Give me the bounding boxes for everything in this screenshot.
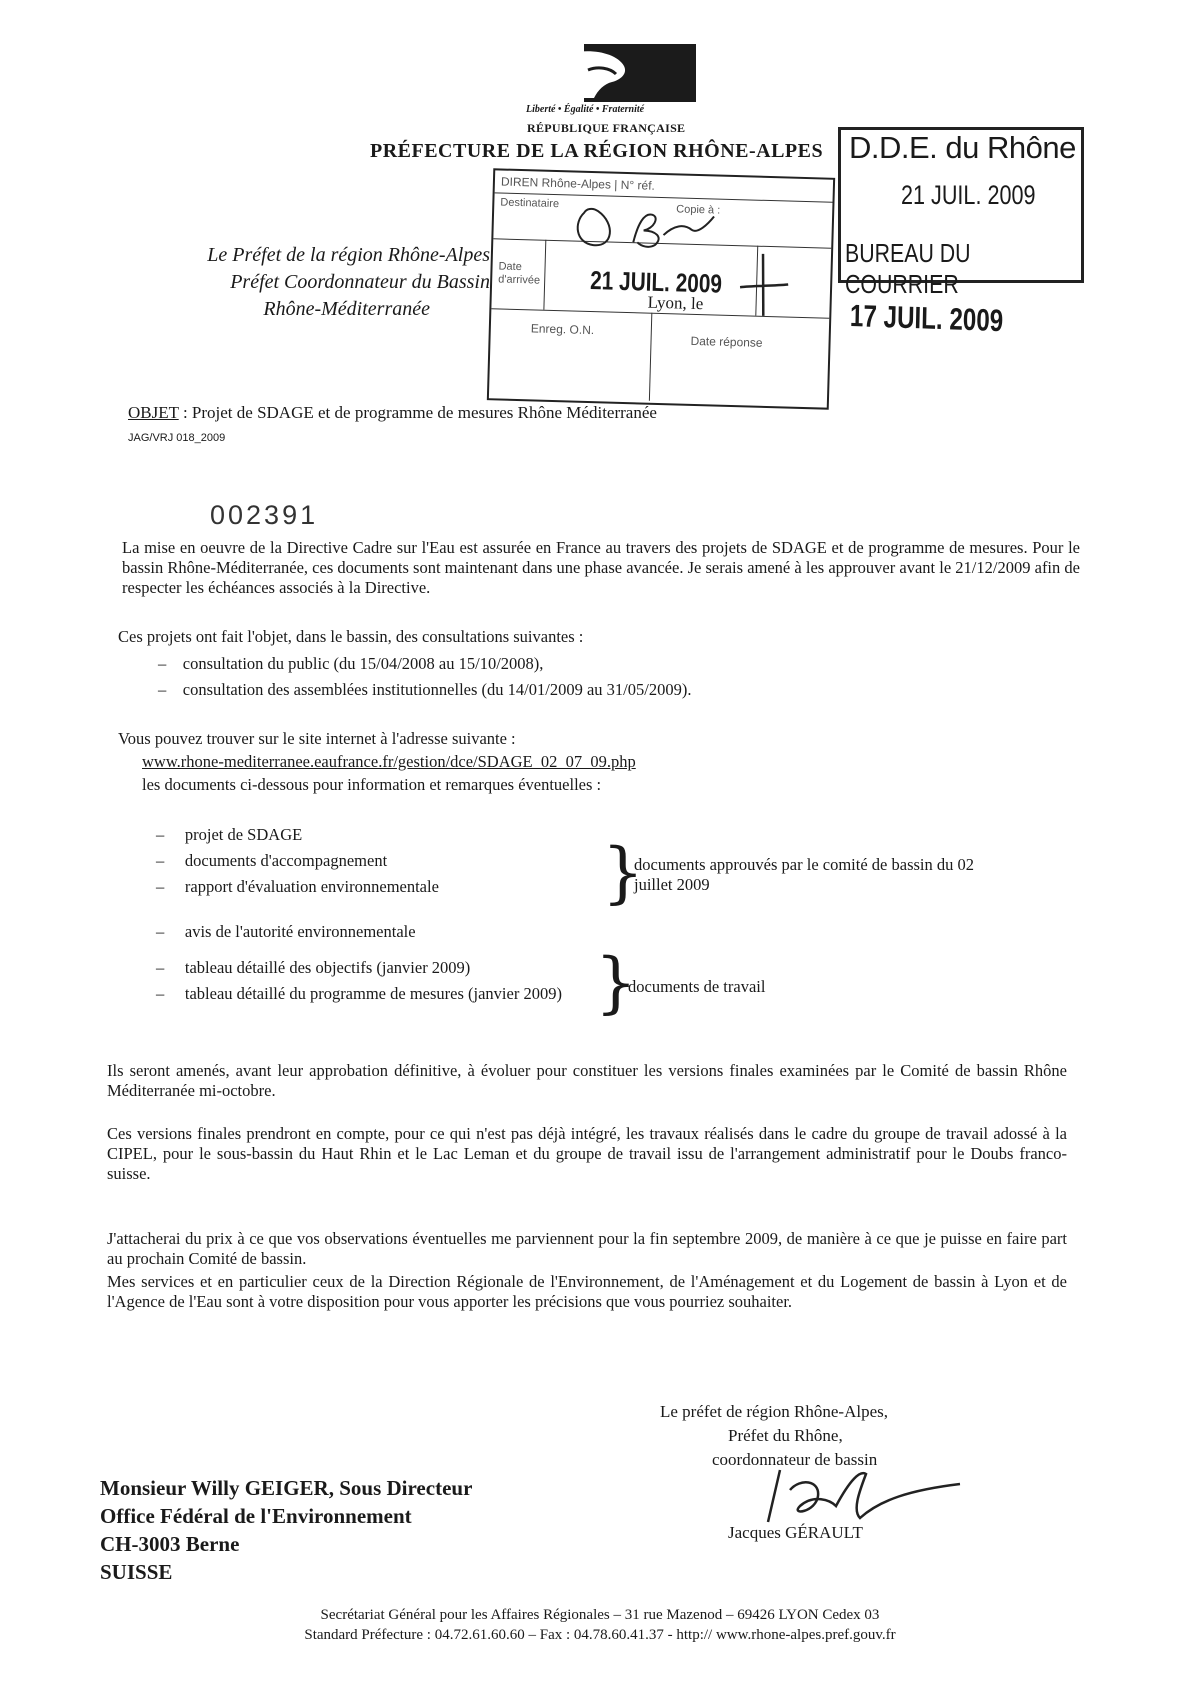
objet-reference: JAG/VRJ 018_2009 xyxy=(128,432,226,444)
diren-place: Lyon, le xyxy=(647,292,704,314)
republic-name: RÉPUBLIQUE FRANÇAISE xyxy=(527,121,686,135)
document-item-avis: – avis de l'autorité environnementale xyxy=(156,922,416,941)
paragraph-services: Mes services et en particulier ceux de la Direction Régionale de l'Environnement, de l'Aménagement et du Logement de bassin à Lyon et de l'Agence de l'Eau sont à votre disposition pour vous apporter les précisions que vous pourriez souhaiter. xyxy=(107,1272,1067,1311)
objet-text: : Projet de SDAGE et de programme de mesures Rhône Méditerranée xyxy=(178,403,657,422)
recipient-block xyxy=(100,1474,472,1586)
recipient-line-2: Office Fédéral de l'Environnement xyxy=(100,1504,412,1528)
bullet-dash: – xyxy=(158,654,167,673)
footer xyxy=(160,1605,1040,1645)
document-group-approved: documents approuvés par le comité de bassin du 02 juillet 2009 xyxy=(634,855,974,894)
recipient-line-1: Monsieur Willy GEIGER, Sous Directeur xyxy=(100,1476,473,1500)
footer-address: Secrétariat Général pour les Affaires Régionales – 31 rue Mazenod – 69426 LYON Cedex 03 xyxy=(320,1607,880,1623)
marianne-profile-icon xyxy=(528,44,696,102)
consultation-item-1: – consultation du public (du 15/04/2008 au 15/10/2008), xyxy=(158,654,544,673)
paragraph-evolution: Ils seront amenés, avant leur approbation définitive, à évoluer pour constituer les versions finales examinées par le Comité de bassin Rhône Méditerranée mi-octobre. xyxy=(107,1061,1067,1100)
paragraph-final-versions: Ces versions finales prendront en compte, pour ce qui n'est pas déjà intégré, les travaux réalisés dans le cadre du groupe de travail adossé à la CIPEL, pour le sous-bassin du Haut Rhin et le Lac Leman et du groupe de travail issu de l'arrangement administratif pour le Doubs franco-suisse. xyxy=(107,1124,1067,1183)
diren-reponse-label: Date réponse xyxy=(690,333,763,350)
footer-contact: Standard Préfecture : 04.72.61.60.60 – Fax : 04.78.60.41.37 - http:// www.rhone-alpes.pref.gouv.fr xyxy=(304,1627,896,1643)
diren-destinataire-label: Destinataire xyxy=(500,196,560,211)
consultation-item-2: – consultation des assemblées institutionnelles (du 14/01/2009 au 31/05/2009). xyxy=(158,680,692,699)
signature-line-1: Le préfet de région Rhône-Alpes, xyxy=(660,1402,888,1421)
bullet-dash: – xyxy=(158,680,167,699)
issuer-line-1: Le Préfet de la région Rhône-Alpes xyxy=(207,244,490,266)
document-item-rapport: – rapport d'évaluation environnementale xyxy=(156,877,439,896)
paragraph-intro: La mise en oeuvre de la Directive Cadre sur l'Eau est assurée en France au travers des projets de SDAGE et de programme de mesures. Pour le bassin Rhône-Méditerranée, ces documents sont maintenant dans une phase avancée. Je serais amené à les approuver avant le 21/12/2009 afin de respecter les échéances associés à la Directive. xyxy=(122,538,1080,597)
diren-date-stamp: 21 JUIL. 2009 xyxy=(589,265,723,299)
handwritten-mark xyxy=(731,249,793,321)
document-group-working: documents de travail xyxy=(628,977,766,996)
republic-motto: Liberté • Égalité • Fraternité xyxy=(526,104,645,115)
received-date-stamp: 17 JUIL. 2009 xyxy=(849,298,1004,339)
marianne-logo xyxy=(528,44,696,102)
issuer-line-2: Préfet Coordonnateur du Bassin xyxy=(230,271,490,293)
diren-enreg-label: Enreg. O.N. xyxy=(530,321,595,338)
paragraph-deadline: J'attacherai du prix à ce que vos observations éventuelles me parviennent pour la fin septembre 2009, de manière à ce que je puisse en faire part au prochain Comité de bassin. xyxy=(107,1229,1067,1268)
diren-stamp xyxy=(487,168,835,409)
objet-label: OBJET xyxy=(128,403,179,422)
paragraph-documents-intro: les documents ci-dessous pour information et remarques éventuelles : xyxy=(142,775,602,794)
recipient-line-4: SUISSE xyxy=(100,1560,173,1584)
handwritten-initials xyxy=(563,192,745,257)
document-item-sdage: – projet de SDAGE xyxy=(156,825,303,844)
handwritten-signature xyxy=(760,1460,980,1530)
document-item-accompagnement: – documents d'accompagnement xyxy=(156,851,388,870)
recipient-line-3: CH-3003 Berne xyxy=(100,1532,240,1556)
dde-stamp-bureau: BUREAU DU COURRIER xyxy=(845,238,971,299)
signatory-name: Jacques GÉRAULT xyxy=(728,1523,863,1542)
paragraph-consultations: Ces projets ont fait l'objet, dans le bassin, des consultations suivantes : xyxy=(118,627,584,646)
issuer-line-3: Rhône-Méditerranée xyxy=(263,298,430,320)
issuer-block xyxy=(140,242,490,323)
document-item-programme: – tableau détaillé du programme de mesures (janvier 2009) xyxy=(156,984,562,1003)
signature-line-3: coordonnateur de bassin xyxy=(712,1450,878,1469)
sdage-documents-link[interactable]: www.rhone-mediterranee.eaufrance.fr/gestion/dce/SDAGE_02_07_09.php xyxy=(142,752,636,771)
document-item-objectifs: – tableau détaillé des objectifs (janvier 2009) xyxy=(156,958,471,977)
diren-date-label: Date d'arrivée xyxy=(498,260,541,287)
diren-stamp-header: DIREN Rhône-Alpes | N° réf. xyxy=(500,174,656,193)
dde-stamp-title: D.D.E. du Rhône xyxy=(849,130,1076,165)
brace-group-1: } xyxy=(602,834,644,911)
registration-number: 002391 xyxy=(210,500,319,530)
dde-stamp xyxy=(838,127,1084,299)
brace-group-2: } xyxy=(595,944,637,1021)
prefecture-title: PRÉFECTURE DE LA RÉGION RHÔNE-ALPES xyxy=(370,140,824,162)
paragraph-website: Vous pouvez trouver sur le site internet à l'adresse suivante : xyxy=(118,729,516,748)
diren-copie-label: Copie à : xyxy=(676,203,721,217)
dde-stamp-date: 21 JUIL. 2009 xyxy=(901,180,1036,210)
signature-line-2: Préfet du Rhône, xyxy=(728,1426,843,1445)
objet-line xyxy=(128,403,657,423)
